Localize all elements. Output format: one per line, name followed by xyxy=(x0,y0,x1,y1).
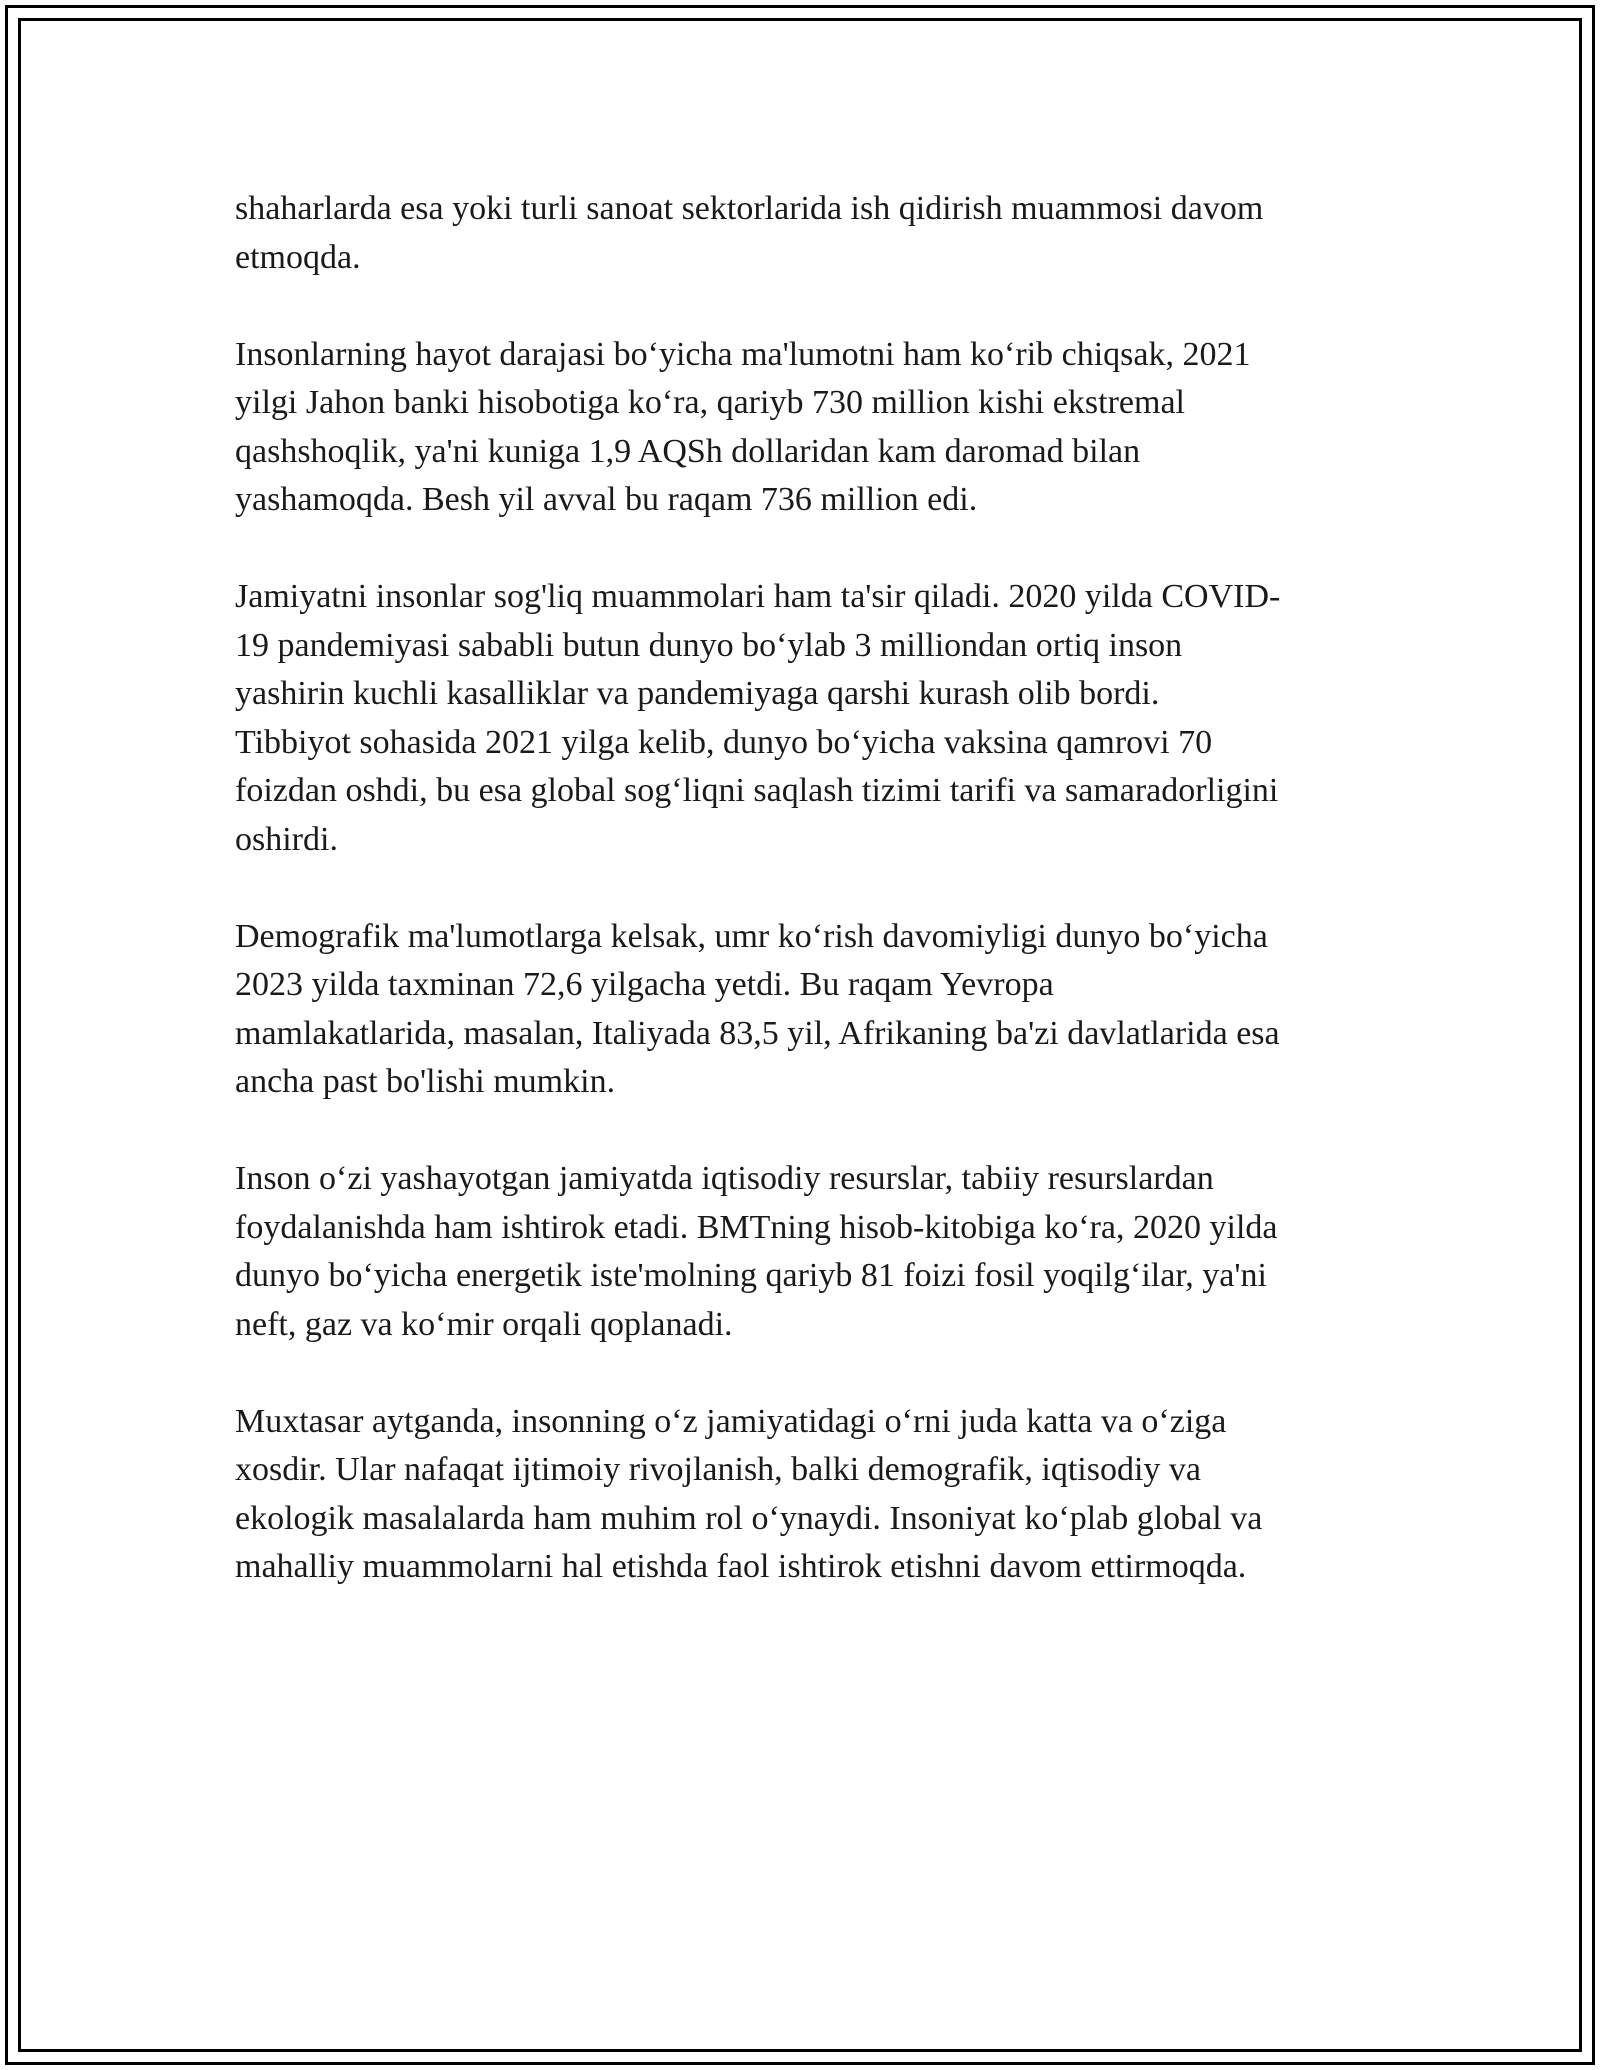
document-body xyxy=(235,185,1375,1640)
paragraph-living-standards: Insonlarning hayot darajasi bo‘yicha ma'lumotni ham ko‘rib chiqsak, 2021 yilgi Jahon banki hisobotiga ko‘ra, qariyb 730 million kishi ekstremal qashshoqlik, ya'ni kuniga 1,9 AQSh dollaridan kam daromad bilan yashamoqda. Besh yil avval bu raqam 736 million edi. xyxy=(235,335,1251,518)
paragraph-conclusion: Muxtasar aytganda, insonning o‘z jamiyatidagi o‘rni juda katta va o‘ziga xosdir. Ular nafaqat ijtimoiy rivojlanish, balki demografik, iqtisodiy va ekologik masalalarda ham muhim rol o‘ynaydi. Insoniyat ko‘plab global va mahalliy muammolarni hal etishda faol ishtirok etishni davom ettirmoqda. xyxy=(235,1402,1263,1585)
paragraph-health: Jamiyatni insonlar sog'liq muammolari ham ta'sir qiladi. 2020 yilda COVID- 19 pandemiyasi sababli butun dunyo bo‘ylab 3 milliondan ortiq inson yashirin kuchli kasalliklar va pandemiyaga qarshi kurash olib bordi. Tibbiyot sohasida 2021 yilga kelib, dunyo bo‘yicha vaksina qamrovi 70 foizdan oshdi, bu esa global sog‘liqni saqlash tizimi tarifi va samaradorligini oshirdi. xyxy=(235,578,1281,858)
paragraph-resources: Inson o‘zi yashayotgan jamiyatda iqtisodiy resurslar, tabiiy resurslardan foydalanishda ham ishtirok etadi. BMTning hisob-kitobiga ko‘ra, 2020 yilda dunyo bo‘yicha energetik iste'molning qariyb 81 foizi fosil yoqilg‘ilar, ya'ni neft, gaz va ko‘mir orqali qoplanadi. xyxy=(235,1160,1278,1343)
paragraph-unemployment: shaharlarda esa yoki turli sanoat sektorlarida ish qidirish muammosi davom etmoqda. xyxy=(235,190,1264,276)
paragraph-demographics: Demografik ma'lumotlarga kelsak, umr ko‘rish davomiyligi dunyo bo‘yicha 2023 yilda taxminan 72,6 yilgacha yetdi. Bu raqam Yevropa mamlakatlarida, masalan, Italiyada 83,5 yil, Afrikaning ba'zi davlatlarida esa ancha past bo'lishi mumkin. xyxy=(235,917,1280,1100)
